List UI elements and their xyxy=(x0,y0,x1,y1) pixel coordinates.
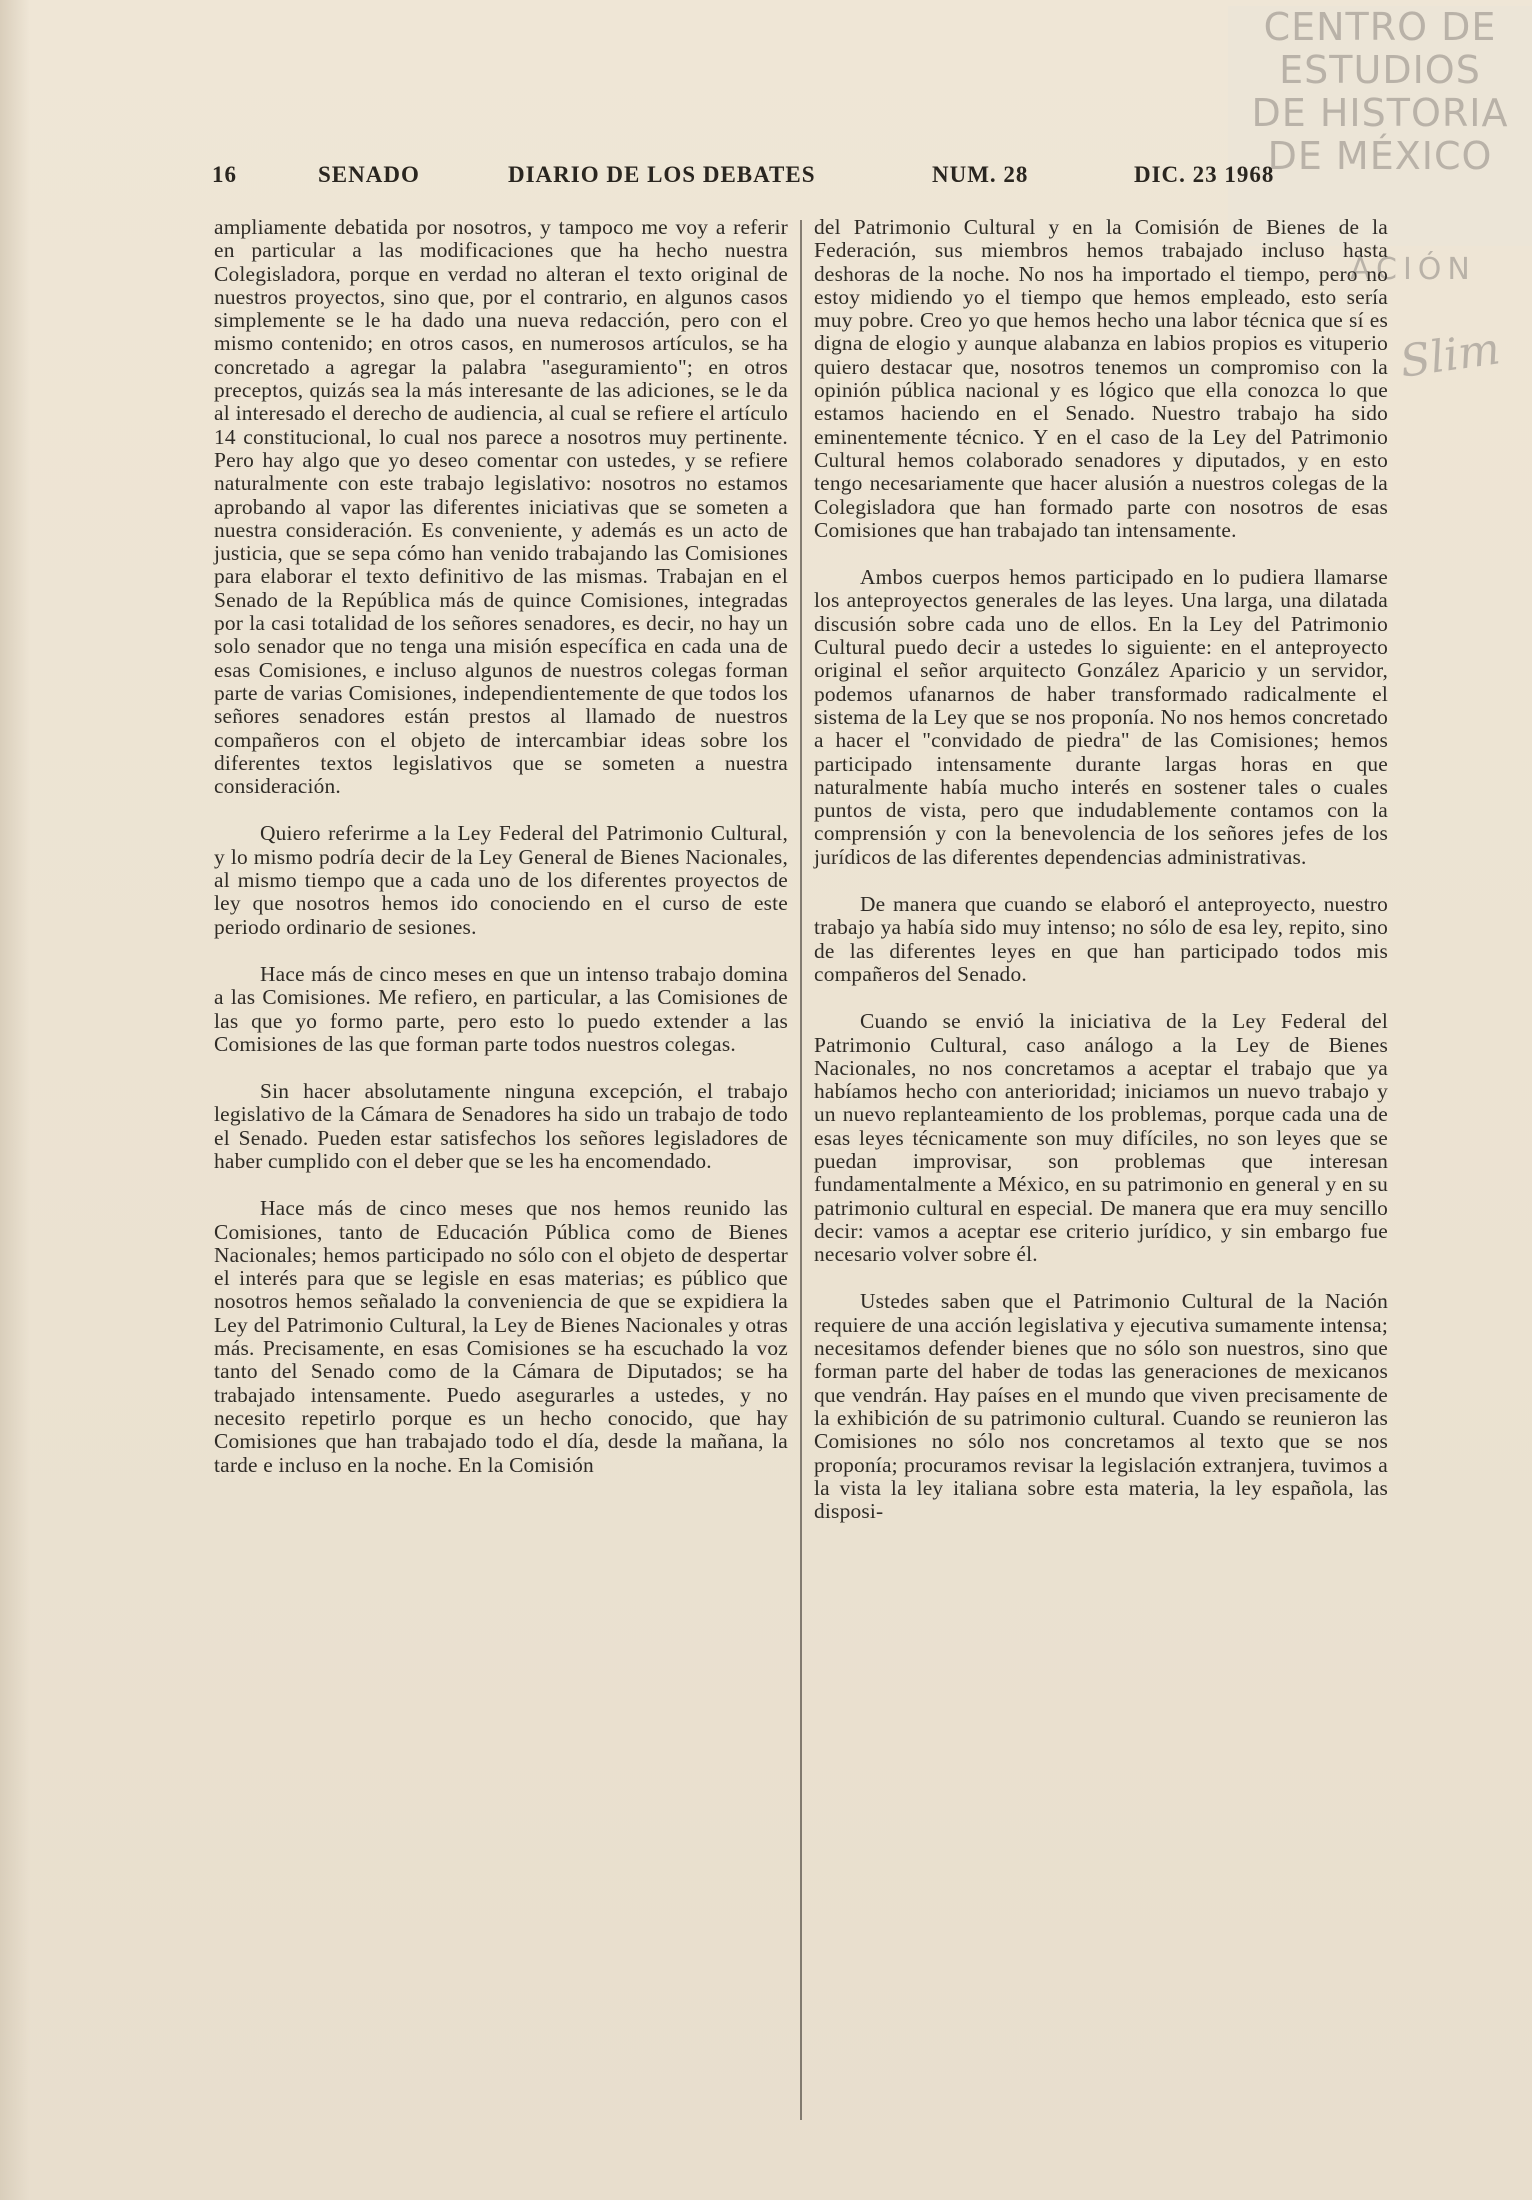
publication-title: DIARIO DE LOS DEBATES xyxy=(508,162,816,187)
paragraph: Ambos cuerpos hemos participado en lo pudiera llamarse los anteproyectos generales de las leyes. Una larga, una dilatada discusión sobre cada uno de ellos. En la Ley del Patrimonio Cultural puedo decir a ustedes lo siguiente: en el anteproyecto original el señor arquitecto González Aparicio y un servidor, podemos ufanarnos de haber transformado radicalmente el sistema de la Ley que se nos proponía. No nos hemos concretado a hacer el "convidado de piedra" de las Comisiones; hemos participado intensamente durante largas horas en que naturalmente había mucho interés en sostener tales o cuales puntos de vista, pero que indudablemente contamos con la comprensión y con la benevolencia de los señores jefes de los jurídicos de las diferentes dependencias administrativas. xyxy=(814,565,1388,869)
watermark-signature: Slim xyxy=(1396,323,1504,388)
chamber-name: SENADO xyxy=(318,162,420,187)
paragraph: Hace más de cinco meses que nos hemos reunido las Comisiones, tanto de Educación Pública como de Bienes Nacionales; hemos participado no sólo con el objeto de despertar el interés para que se legisle en esas materias; es público que nosotros hemos señalado la conveniencia de que se expidiera la Ley del Patrimonio Cultural, la Ley de Bienes Nacionales y otras más. Precisamente, en esas Comisiones se ha escuchado la voz tanto del Senado como de la Cámara de Diputados; se ha trabajado intensamente. Puedo asegurarles a ustedes, y no necesito repetirlo porque es un hecho conocido, que hay Comisiones que han trabajado todo el día, desde la mañana, la tarde e incluso en la noche. En la Comisión xyxy=(214,1196,788,1477)
paragraph: del Patrimonio Cultural y en la Comisión de Bienes de la Federación, sus miembros hemos trabajado incluso hasta deshoras de la noche. No nos ha importado el tiempo, pero no estoy midiendo yo el tiempo que hemos empleado, esto sería muy pobre. Creo yo que hemos hecho una labor técnica que sí es digna de elogio y aunque alabanza en labios propios es vituperio quiero destacar que, nosotros tenemos un compromiso con la opinión pública nacional y es lógico que ella conozca lo que estamos haciendo en el Senado. Nuestro trabajo ha sido eminentemente técnico. Y en el caso de la Ley del Patrimonio Cultural hemos colaborado senadores y diputados, y en esto tengo necesariamente que hacer alusión a nuestros colegas de la Colegisladora que han formado parte con nosotros de esas Comisiones que han trabajado tan intensamente. xyxy=(814,215,1388,542)
page-number: 16 xyxy=(212,162,237,187)
right-column xyxy=(814,216,1388,1547)
paragraph: De manera que cuando se elaboró el anteproyecto, nuestro trabajo ya había sido muy intenso; no sólo de esa ley, repito, sino de las diferentes leyes en que han participado todos mis compañeros del Senado. xyxy=(814,892,1388,986)
paragraph: Cuando se envió la iniciativa de la Ley Federal del Patrimonio Cultural, caso análogo a la Ley de Bienes Nacionales, no nos concretamos a aceptar el trabajo que ya habíamos hecho con anterioridad; iniciamos un nuevo trabajo y un nuevo replanteamiento de los problemas, porque cada una de esas leyes técnicamente son muy difíciles, no son leyes que se puedan improvisar, son problemas que interesan fundamentalmente a México, en su patrimonio en general y en su patrimonio cultural en especial. De manera que era muy sencillo decir: vamos a aceptar ese criterio jurídico, y sin embargo fue necesario volver sobre él. xyxy=(814,1009,1388,1267)
paragraph: Sin hacer absolutamente ninguna excepción, el trabajo legislativo de la Cámara de Senadores ha sido un trabajo de todo el Senado. Pueden estar satisfechos los señores legisladores de haber cumplido con el deber que se les ha encomendado. xyxy=(214,1079,788,1173)
paragraph: Ustedes saben que el Patrimonio Cultural de la Nación requiere de una acción legislativa y ejecutiva sumamente intensa; necesitamos defender bienes que no sólo son nuestros, sino que forman parte del haber de todas las generaciones de mexicanos que vendrán. Hay países en el mundo que viven precisamente de la exhibición de su patrimonio cultural. Cuando se reunieron las Comisiones no sólo nos concretamos al texto que se nos proponía; procuramos revisar la legislación extranjera, tuvimos a la vista la ley italiana sobre esta materia, la ley española, las disposi- xyxy=(814,1289,1388,1524)
left-column xyxy=(214,216,788,1501)
paragraph: ampliamente debatida por nosotros, y tampoco me voy a referir en particular a las modificaciones que ha hecho nuestra Colegisladora, porque en verdad no alteran el texto original de nuestros proyectos, sino que, por el contrario, en algunos casos simplemente se le ha dado una nueva redacción, pero con el mismo contenido; en otros casos, en numerosos artículos, se ha concretado a agregar la palabra "aseguramiento"; en otros preceptos, quizás sea la más interesante de las adiciones, se le da al interesado el derecho de audiencia, al cual se refiere el artículo 14 constitucional, lo cual nos parece a nosotros muy pertinente. Pero hay algo que yo deseo comentar con ustedes, y se refiere naturalmente con este trabajo legislativo: nosotros no estamos aprobando al vapor las diferentes iniciativas que se someten a nuestra consideración. Es conveniente, y además es un acto de justicia, que se sepa cómo han venido trabajando las Comisiones para elaborar el texto definitivo de las mismas. Trabajan en el Senado de la República más de quince Comisiones, integradas por la casi totalidad de los señores senadores, es decir, no hay un solo senador que no tenga una misión específica en cada una de esas Comisiones, e incluso algunos de nuestros colegas forman parte de varias Comisiones, independientemente de que todos los señores senadores están prestos al llamado de nuestros compañeros con el objeto de intercambiar ideas sobre los diferentes textos legislativos que se someten a nuestra consideración. xyxy=(214,215,788,799)
watermark-line: CENTRO DE xyxy=(1263,5,1497,49)
watermark-fundacion: ACIÓN xyxy=(1350,252,1476,287)
watermark-line: DE MÉXICO xyxy=(1267,134,1493,178)
issue-number: NUM. 28 xyxy=(932,162,1029,187)
watermark-line: ESTUDIOS xyxy=(1279,48,1481,92)
page-header xyxy=(212,162,1352,192)
paragraph: Hace más de cinco meses en que un intenso trabajo domina a las Comisiones. Me refiero, en particular, a las Comisiones de las que yo formo parte, pero esto lo puedo extender a las Comisiones de las que forman parte todos nuestros colegas. xyxy=(214,961,788,1056)
paragraph: Quiero referirme a la Ley Federal del Patrimonio Cultural, y lo mismo podría decir de la Ley General de Bienes Nacionales, al mismo tiempo que a cada uno de los diferentes proyectos de ley que nosotros hemos ido conociendo en el curso de este periodo ordinario de sesiones. xyxy=(214,821,788,939)
issue-date: DIC. 23 1968 xyxy=(1134,162,1275,187)
column-divider xyxy=(800,220,802,2120)
scan-shadow xyxy=(0,0,30,2200)
watermark-line: DE HISTORIA xyxy=(1251,91,1509,135)
archive-watermark xyxy=(1228,6,1532,246)
